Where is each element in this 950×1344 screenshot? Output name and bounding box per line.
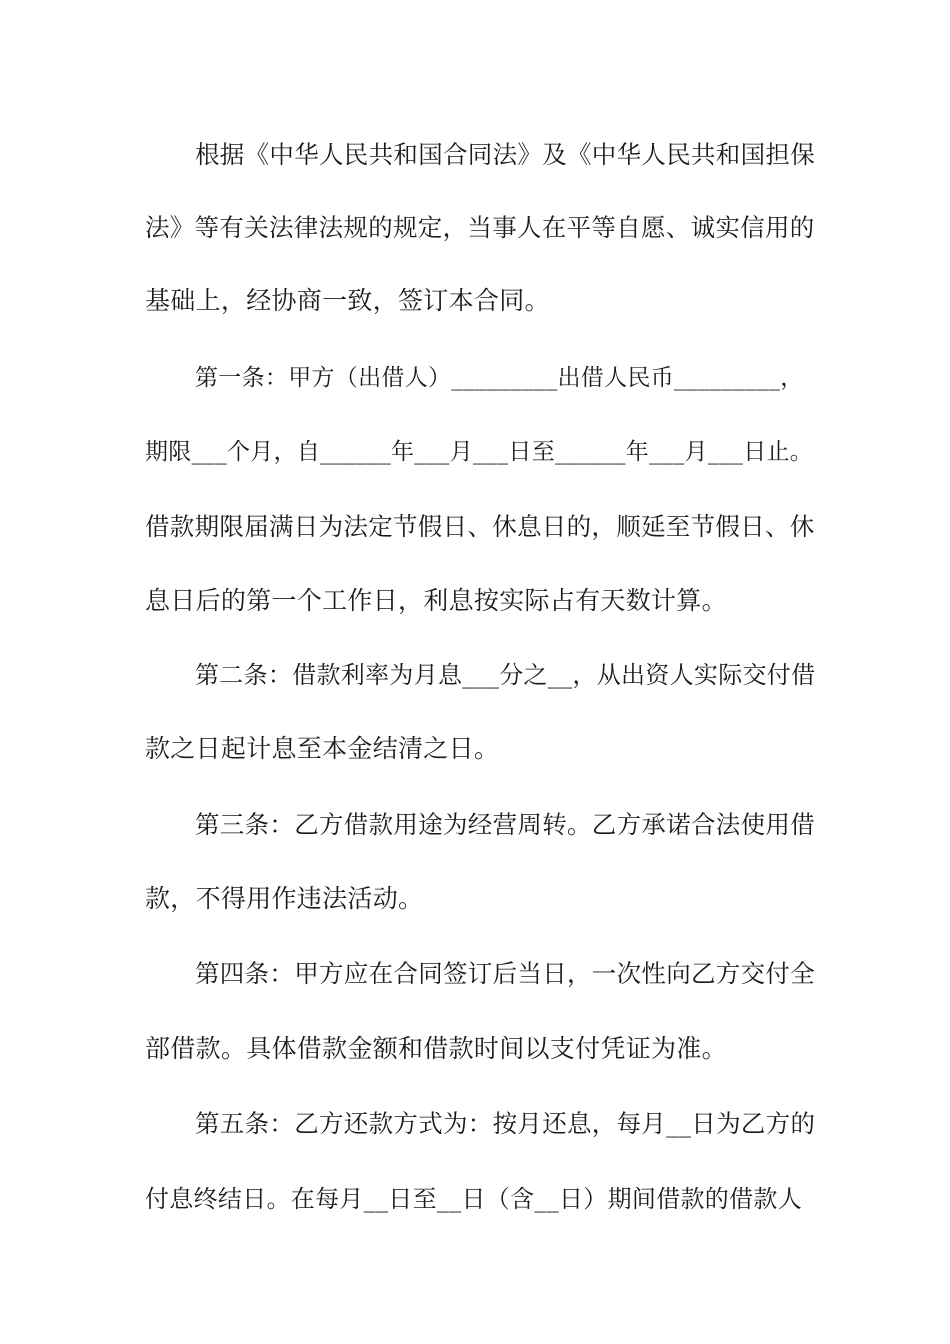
article-4-line-1: 第四条：甲方应在合同签订后当日，一次性向乙方交付全 [195, 959, 815, 988]
article-3-line-2: 款，不得用作违法活动。 [145, 884, 424, 913]
article-5-line-2: 付息终结日。在每月__日至__日（含__日）期间借款的借款人 [145, 1185, 802, 1213]
article-5-line-1: 第五条：乙方还款方式为：按月还息，每月__日为乙方的 [195, 1109, 816, 1138]
paragraph-intro-line-3: 基础上，经协商一致，签订本合同。 [145, 286, 550, 315]
article-3-line-1: 第三条：乙方借款用途为经营周转。乙方承诺合法使用借 [195, 810, 815, 839]
article-1-line-1: 第一条：甲方（出借人）_________出借人民币_________， [195, 365, 804, 391]
article-2-line-2: 款之日起计息至本金结清之日。 [145, 734, 500, 763]
article-1-line-4: 息日后的第一个工作日，利息按实际占有天数计算。 [145, 586, 727, 615]
article-1-line-3: 借款期限届满日为法定节假日、休息日的，顺延至节假日、休 [145, 512, 815, 541]
article-1-line-2: 期限___个月，自______年___月___日至______年___月___日止。 [145, 439, 814, 465]
article-4-line-2: 部借款。具体借款金额和借款时间以支付凭证为准。 [145, 1034, 727, 1063]
paragraph-intro-line-1: 根据《中华人民共和国合同法》及《中华人民共和国担保 [195, 140, 815, 169]
paragraph-intro-line-2: 法》等有关法律法规的规定，当事人在平等自愿、诚实信用的 [145, 213, 815, 242]
article-2-line-1: 第二条：借款利率为月息___分之__，从出资人实际交付借 [195, 661, 816, 689]
